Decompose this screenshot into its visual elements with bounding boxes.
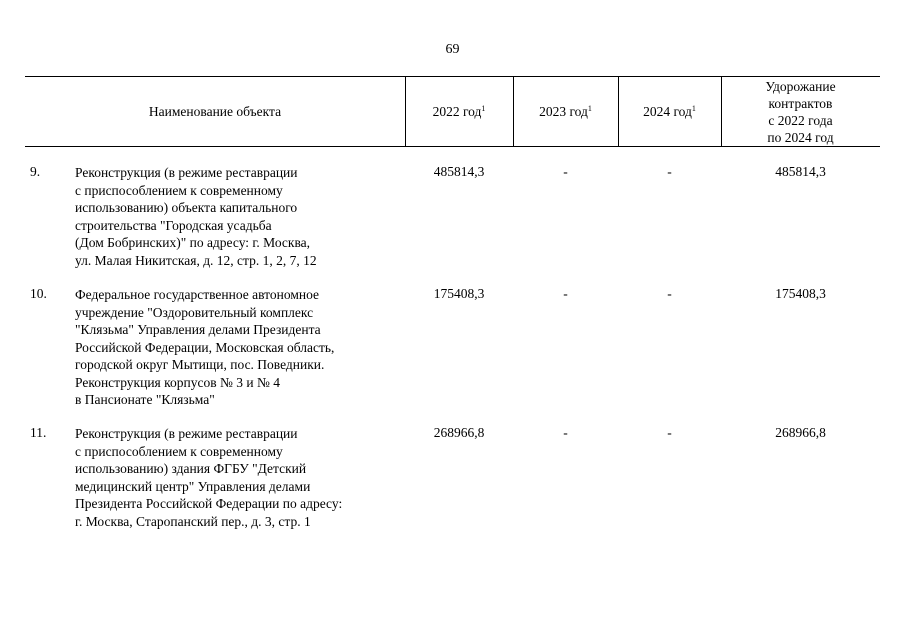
value-2022: 175408,3 <box>433 286 485 301</box>
value-2024: - <box>667 425 672 440</box>
header-name <box>25 77 405 146</box>
row-description: Федеральное государственное автономное учреждение "Оздоровительный комплекс "Клязьма" Управления делами Президента Российской Федерации, Московская область, городской округ Мытищи, пос. Поведники. Реконструкция корпусов № 3 и № 4 в Пансионате "Клязьма" <box>75 287 335 407</box>
header-2023-label: 2023 год <box>539 104 588 119</box>
value-increase: 268966,8 <box>775 425 826 440</box>
footnote-mark: 1 <box>481 104 486 113</box>
value-2024: - <box>667 286 672 301</box>
value-2022: 268966,8 <box>433 425 485 440</box>
header-2022 <box>405 77 513 146</box>
page-number: 69 <box>445 42 460 57</box>
value-increase: 175408,3 <box>775 286 826 301</box>
row-number: 10. <box>30 286 47 301</box>
row-number: 9. <box>30 164 41 179</box>
value-2023: - <box>563 164 568 179</box>
value-2023: - <box>563 286 568 301</box>
table-header-bottom-rule <box>25 146 880 147</box>
header-name-label: Наименование объекта <box>148 104 282 119</box>
row-description: Реконструкция (в режиме реставрации с приспособлением к современному использованию) здания ФГБУ "Детский медицинский центр" Управления делами Президента Российской Федерации по адресу: г. Москва, Старопанский пер., д. 3, стр. 1 <box>75 426 343 529</box>
value-2024: - <box>667 164 672 179</box>
header-2022-label: 2022 год <box>432 104 482 119</box>
header-2023 <box>513 77 618 146</box>
header-2024-label: 2024 год <box>643 104 692 119</box>
row-number: 11. <box>30 425 47 440</box>
value-2022: 485814,3 <box>433 164 485 179</box>
footnote-mark: 1 <box>691 104 696 113</box>
header-increase: Удорожание контрактов с 2022 года по 2024 год <box>765 78 836 145</box>
row-description: Реконструкция (в режиме реставрации с приспособлением к современному использованию) объекта капитального строительства "Городская усадьба (Дом Бобринских)" по адресу: г. Москва, ул. Малая Никитская, д. 12, стр. 1, 2, 7, 12 <box>75 165 317 268</box>
footnote-mark: 1 <box>587 104 592 113</box>
value-2023: - <box>563 425 568 440</box>
value-increase: 485814,3 <box>775 164 826 179</box>
header-2024 <box>618 77 721 146</box>
